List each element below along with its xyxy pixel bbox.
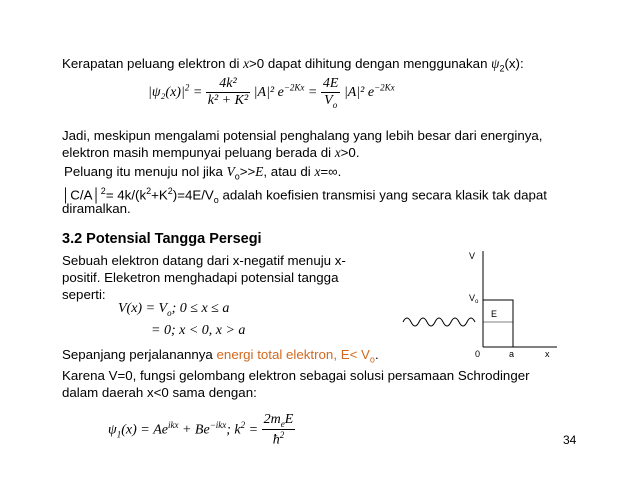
intro-psi: ψ — [491, 56, 500, 71]
equation-potential-row-2: = 0; x < 0, x > a — [151, 323, 246, 338]
para2-v-sub: o — [234, 171, 240, 182]
label-zero: 0 — [475, 349, 481, 359]
energy-line — [62, 346, 379, 369]
paragraph-1-line-2 — [62, 144, 360, 161]
eq1-equals: = — [192, 85, 203, 101]
label-x: x — [545, 349, 550, 359]
para3-sup3: 2 — [167, 186, 173, 196]
eq3-lhs-rest: (x) = Ae — [121, 422, 168, 438]
paragraph-1-line-1: Jadi, meskipun mengalami potensial penghalang yang lebih besar dari energinya, — [62, 128, 543, 143]
eq3-psi-sub: 1 — [116, 429, 122, 440]
equation-wave-function — [108, 412, 295, 448]
label-vo: $V_o$ — [469, 293, 479, 305]
eq3-exp2: −ikx — [209, 419, 227, 430]
equation-probability-density — [148, 76, 395, 110]
para3-sub: o — [213, 195, 219, 206]
para2-text-d: =∞. — [320, 164, 342, 179]
eq3-psi: ψ — [108, 422, 117, 438]
section-line-3: seperti: — [62, 287, 106, 302]
eq3-num-sub: e — [280, 418, 285, 429]
eq3-den-sup: 2 — [279, 429, 285, 440]
section-heading: 3.2 Potensial Tangga Persegi — [62, 231, 262, 247]
eq1-equals-2: = — [307, 85, 318, 101]
eq2-row1-sub: o — [167, 307, 172, 318]
para2-var-v: V — [226, 164, 235, 179]
para3-text-d: )=4E/V — [172, 187, 214, 203]
intro-var-x: x — [243, 56, 250, 71]
para3-text-e: adalah koefisien transmisi yang secara klasik tak dapat — [218, 187, 547, 203]
eq1-lhs: |ψ₂(x)| — [148, 85, 185, 101]
label-e: E — [491, 309, 498, 319]
intro-psi-sub: 2 — [499, 63, 505, 74]
eq2-row1-rest: ; 0 ≤ x ≤ a — [171, 301, 230, 316]
section-line-1: Sebuah elektron datang dari x-negatif menuju x- — [62, 253, 346, 268]
para2-var-e: E — [255, 164, 264, 179]
para2-text-a: Peluang itu menuju nol jika — [64, 164, 227, 179]
eq1-exp2: −2Kx — [374, 82, 395, 93]
energy-text-c: . — [374, 347, 379, 362]
para3-sup: 2 — [100, 186, 106, 196]
para3-text-b: = 4k/(k — [105, 187, 147, 203]
paragraph-4-line-1: Karena V=0, fungsi gelombang elektron sebagai solusi persamaan Schrodinger — [62, 368, 530, 383]
para2-text-c: , atau di — [263, 164, 315, 179]
eq1-exp1: −2Kx — [283, 82, 305, 93]
paragraph-4-line-2: dalam daerah x<0 sama dengan: — [62, 385, 257, 400]
potential-step — [483, 300, 513, 347]
intro-line — [62, 55, 524, 78]
eq1-frac2-den: V — [324, 93, 333, 108]
para3-text-c: +K — [151, 187, 168, 203]
energy-highlight — [216, 347, 375, 365]
eq2-row1: V(x) = V — [118, 301, 168, 316]
paragraph-3-line-2: diramalkan. — [62, 201, 131, 216]
section-line-2: positif. Eleketron menghadapi potensial tangga — [62, 270, 339, 285]
para3-text-a: │C/A│ — [62, 187, 101, 203]
equation-potential-row-1 — [118, 301, 229, 318]
eq1-frac2-num: 4E — [322, 76, 339, 91]
energy-text-a: Sepanjang perjalanannya — [62, 347, 217, 362]
intro-text-b: >0 dapat dihitung dengan menggunakan — [249, 56, 492, 71]
eq1-frac1-num: 4k² — [206, 76, 250, 93]
incident-wave — [403, 318, 475, 326]
eq3-equals: = — [245, 422, 262, 438]
intro-text-a: Kerapatan peluang elektron di — [62, 56, 244, 71]
eq3-k-sup: 2 — [240, 419, 246, 430]
eq1-fraction-1 — [206, 76, 250, 109]
para1-var-x: x — [334, 145, 341, 160]
eq1-frac1-den: k² + K² — [207, 93, 249, 109]
para2-text-b: >> — [239, 164, 256, 179]
potential-step-diagram — [395, 245, 565, 365]
para2-var-x: x — [314, 164, 321, 179]
eq3-fraction — [262, 412, 296, 448]
paragraph-3-line-1 — [62, 183, 547, 209]
page-number: 34 — [563, 433, 577, 447]
energy-text-b: energi total elektron, E< V — [216, 347, 370, 362]
eq3-mid: + Be — [178, 422, 210, 438]
eq3-sep: ; k — [226, 422, 241, 438]
intro-text-c: (x): — [504, 56, 524, 71]
eq1-lhs-sup: 2 — [184, 82, 190, 93]
eq3-num: 2m — [263, 412, 281, 427]
label-a: a — [509, 349, 515, 359]
eq1-amp2: |A|² e — [343, 85, 375, 101]
eq3-exp1: ikx — [167, 419, 179, 430]
para1-text-a: elektron masih mempunyai peluang berada di — [62, 145, 335, 160]
eq1-amp1: |A|² e — [253, 85, 284, 101]
eq1-frac2-den-sub: o — [332, 99, 338, 110]
para1-text-b: >0. — [340, 145, 360, 160]
energy-sub: o — [369, 354, 375, 365]
eq1-fraction-2 — [321, 76, 341, 110]
eq3-den: ħ — [272, 432, 280, 448]
label-v: V — [469, 251, 476, 261]
eq3-num-rest: E — [284, 412, 294, 427]
para3-sup2: 2 — [146, 186, 152, 196]
